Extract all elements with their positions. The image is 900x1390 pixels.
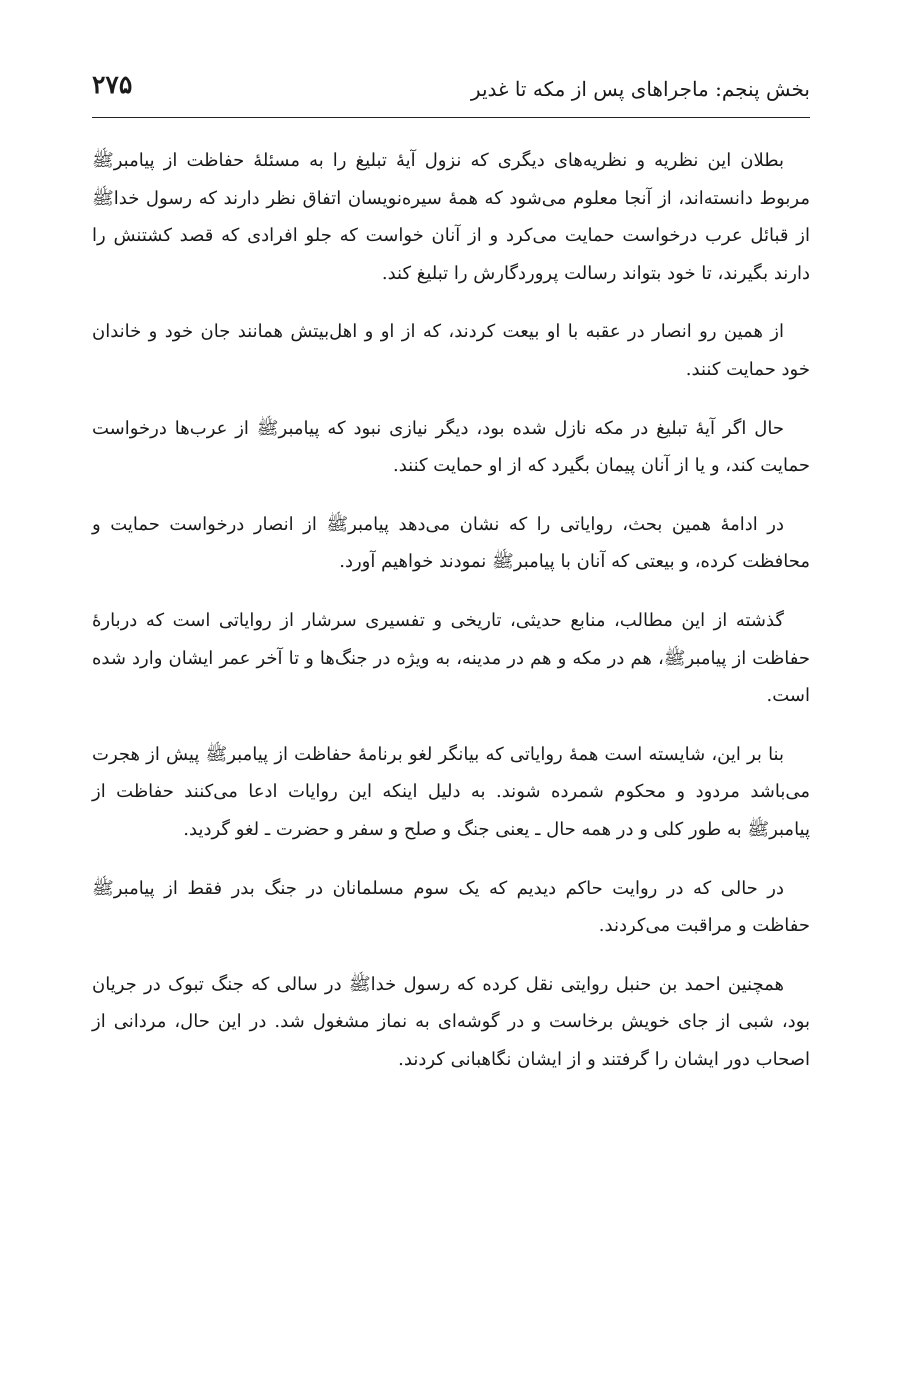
paragraph: حال اگر آیهٔ تبلیغ در مکه نازل شده بود، دیگر نیازی نبود که پیامبرﷺ از عرب‌ها درخواست حمایت کند، و یا از آنان پیمان بگیرد که از او حمایت کنند. bbox=[92, 417, 810, 477]
paragraph: همچنین احمد بن حنبل روایتی نقل کرده که رسول خداﷺ در سالی که جنگ تبوک در جریان بود، شبی از جای خویش برخاست و در گوشه‌ای به نماز مشغول شد. در این حال، مردانی از اصحاب دور ایشان را گرفتند و از ایشان نگاهبانی کردند. bbox=[92, 973, 810, 1070]
paragraph: از همین رو انصار در عقبه با او بیعت کردند، که از او و اهل‌بیتش همانند جان خود و خاندان خود حمایت کنند. bbox=[92, 321, 810, 380]
body-text bbox=[92, 142, 810, 1099]
section-title: بخش پنجم: ماجراهای پس از مکه تا غدیر bbox=[470, 77, 810, 101]
page-header bbox=[92, 66, 810, 114]
header-divider bbox=[92, 117, 810, 118]
paragraph: بطلان این نظریه و نظریه‌های دیگری که نزول آیهٔ تبلیغ را به مسئلهٔ حفاظت از پیامبرﷺ مربوط دانسته‌اند، از آنجا معلوم می‌شود که همهٔ سیره‌نویسان اتفاق نظر دارند که رسول خداﷺ از قبائل عرب درخواست حمایت می‌کرد و از آنان خواست که جلو افرادی که قصد کشتنش را دارند بگیرند، تا خود بتواند رسالت پروردگارش را تبلیغ کند. bbox=[92, 150, 810, 284]
paragraph: گذشته از این مطالب، منابع حدیثی، تاریخی و تفسیری سرشار از روایاتی است که دربارهٔ حفاظت از پیامبرﷺ، هم در مکه و هم در مدینه، به ویژه در جنگ‌ها و تا آخر عمر ایشان وارد شده است. bbox=[92, 609, 810, 707]
paragraph: بنا بر این، شایسته است همهٔ روایاتی که بیانگر لغو برنامهٔ حفاظت از پیامبرﷺ پیش از هجرت می‌باشد مردود و محکوم شمرده شوند. به دلیل اینکه این روایات ادعا می‌کنند حفاظت از پیامبرﷺ به طور کلی و در همه حال ـ یعنی جنگ و صلح و سفر و حضرت ـ لغو گردید. bbox=[92, 743, 810, 840]
paragraph: در ادامهٔ همین بحث، روایاتی را که نشان می‌دهد پیامبرﷺ از انصار درخواست حمایت و محافظت کرده، و بیعتی که آنان با پیامبرﷺ نمودند خواهیم آورد. bbox=[92, 513, 810, 573]
paragraph: در حالی که در روایت حاکم دیدیم که یک سوم مسلمانان در جنگ بدر فقط از پیامبرﷺ حفاظت و مراقبت می‌کردند. bbox=[92, 877, 810, 937]
page-number: ۲۷۵ bbox=[92, 70, 133, 99]
